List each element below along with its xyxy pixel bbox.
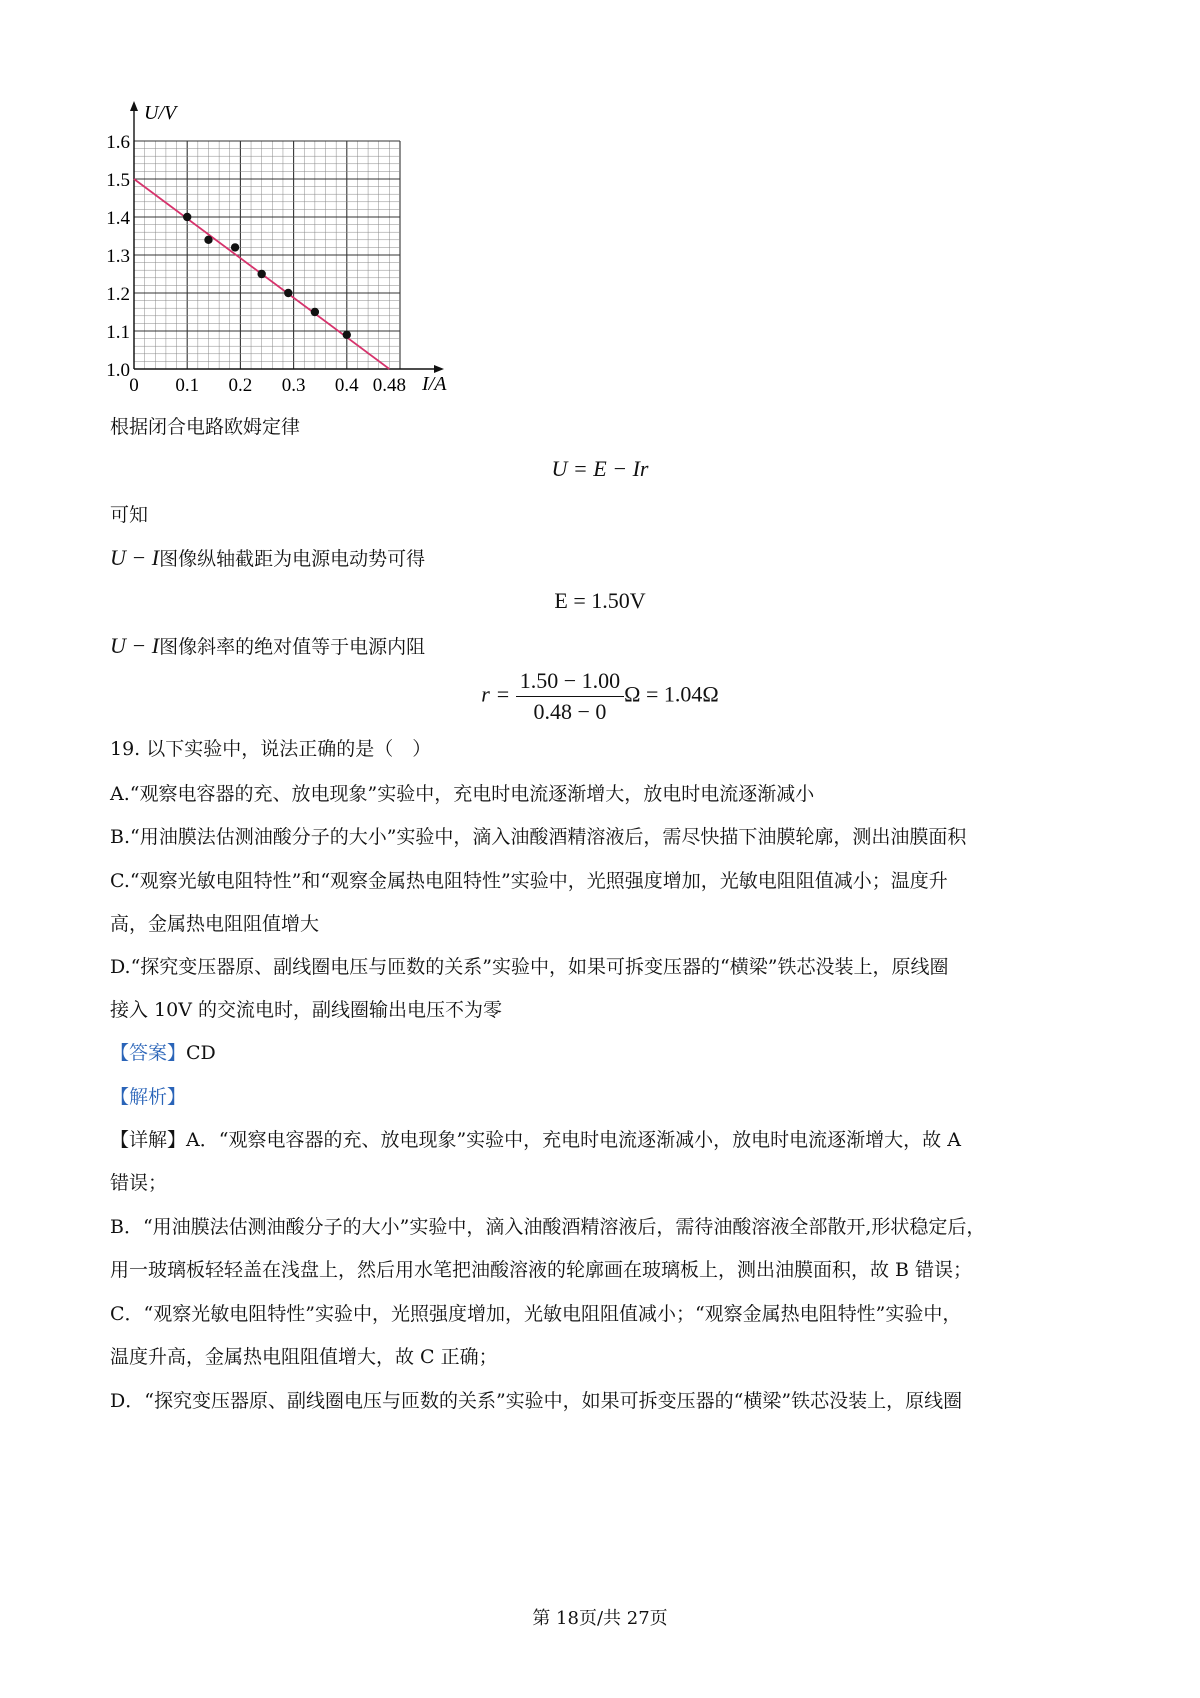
detail-b-line1: B．“用油膜法估测油酸分子的大小”实验中，滴入油酸酒精溶液后，需待油酸溶液全部散开,形状稳定后，	[110, 1216, 986, 1238]
u-i-graph	[90, 95, 510, 435]
u-i-symbol: U − I	[110, 545, 160, 570]
equation-ohm: U = E − Ir	[551, 456, 649, 481]
detail-d-line1: D．“探究变压器原、副线圈电压与匝数的关系”实验中，如果可拆变压器的“横梁”铁芯没装上，原线圈	[110, 1390, 963, 1412]
intercept-line	[110, 545, 425, 572]
y-tick-label: 1.0	[106, 360, 130, 381]
x-tick-label: 0.1	[175, 375, 200, 396]
known-text: 可知	[110, 504, 149, 526]
option-a: A.“观察电容器的充、放电现象”实验中，充电时电流逐渐增大，放电时电流逐渐减小	[110, 783, 815, 805]
u-i-symbol-2: U − I	[110, 633, 160, 658]
analysis-label: 【解析】	[110, 1086, 187, 1108]
detail-c-line2: 温度升高，金属热电阻阻值增大，故 C 正确；	[110, 1346, 498, 1368]
x-tick-label: 0	[129, 375, 139, 396]
slope-line	[110, 633, 425, 660]
u-i-graph-svg	[90, 95, 510, 435]
eq3-numerator: 1.50 − 1.00	[516, 668, 624, 697]
page-number: 第 18页/共 27页	[532, 1608, 668, 1629]
x-axis-label: I/A	[422, 373, 447, 395]
answer-label: 【答案】	[110, 1042, 187, 1064]
data-point	[183, 213, 191, 221]
detail-a-text: A．“观察电容器的充、放电现象”实验中，充电时电流逐渐减小，放电时电流逐渐增大，故 A	[186, 1129, 961, 1151]
option-d-line1: D.“探究变压器原、副线圈电压与匝数的关系”实验中，如果可拆变压器的“横梁”铁芯没装上，原线圈	[110, 956, 949, 978]
option-c-line1: C.“观察光敏电阻特性”和“观察金属热电阻特性”实验中，光照强度增加，光敏电阻阻值减小；温度升	[110, 870, 948, 892]
x-tick-label: 0.4	[334, 375, 359, 396]
detail-label: 【详解】	[110, 1129, 187, 1151]
y-tick-label: 1.6	[106, 132, 130, 153]
x-tick-label: 0.2	[228, 375, 253, 396]
answer-line	[110, 1040, 216, 1066]
data-point	[343, 331, 351, 339]
data-point	[284, 289, 292, 297]
y-tick-label: 1.3	[106, 246, 130, 267]
eq3-rhs: Ω = 1.04Ω	[624, 681, 719, 707]
x-tick-label: 0.3	[281, 375, 306, 396]
y-tick-label: 1.1	[106, 322, 130, 343]
option-b: B.“用油膜法估测油酸分子的大小”实验中，滴入油酸酒精溶液后，需尽快描下油膜轮廓，测出油膜面积	[110, 826, 967, 848]
law-intro: 根据闭合电路欧姆定律	[110, 416, 301, 438]
data-point	[257, 270, 265, 278]
x-axis-arrow	[434, 365, 444, 373]
data-point	[231, 243, 239, 251]
y-tick-label: 1.2	[106, 284, 130, 305]
answer-value: CD	[186, 1042, 216, 1064]
y-axis-label: U/V	[144, 102, 177, 124]
option-d-line2: 接入 10V 的交流电时，副线圈输出电压不为零	[110, 999, 502, 1021]
equation-emf: E = 1.50V	[554, 588, 646, 613]
equation-resistance	[0, 668, 1200, 725]
y-axis-arrow	[130, 101, 138, 111]
y-tick-label: 1.5	[106, 170, 130, 191]
eq3-fraction	[516, 668, 624, 725]
detail-a-line1	[110, 1127, 961, 1153]
detail-b-line2: 用一玻璃板轻轻盖在浅盘上，然后用水笔把油酸溶液的轮廓画在玻璃板上，测出油膜面积，故 B 错误；	[110, 1259, 973, 1281]
detail-a-line2: 错误；	[110, 1172, 168, 1194]
eq3-lhs: r =	[481, 681, 511, 707]
data-point	[311, 308, 319, 316]
x-tick-label: 0.48	[372, 375, 406, 396]
question-stem: 19. 以下实验中，说法正确的是（ ）	[110, 738, 432, 760]
option-c-line2: 高，金属热电阻阻值增大	[110, 913, 320, 935]
data-point	[204, 236, 212, 244]
detail-c-line1: C．“观察光敏电阻特性”实验中，光照强度增加，光敏电阻阻值减小；“观察金属热电阻特性”实验中，	[110, 1303, 962, 1325]
y-tick-label: 1.4	[106, 208, 130, 229]
slope-text: 图像斜率的绝对值等于电源内阻	[159, 636, 426, 658]
eq3-denominator: 0.48 − 0	[533, 699, 607, 724]
intercept-text: 图像纵轴截距为电源电动势可得	[159, 548, 426, 570]
